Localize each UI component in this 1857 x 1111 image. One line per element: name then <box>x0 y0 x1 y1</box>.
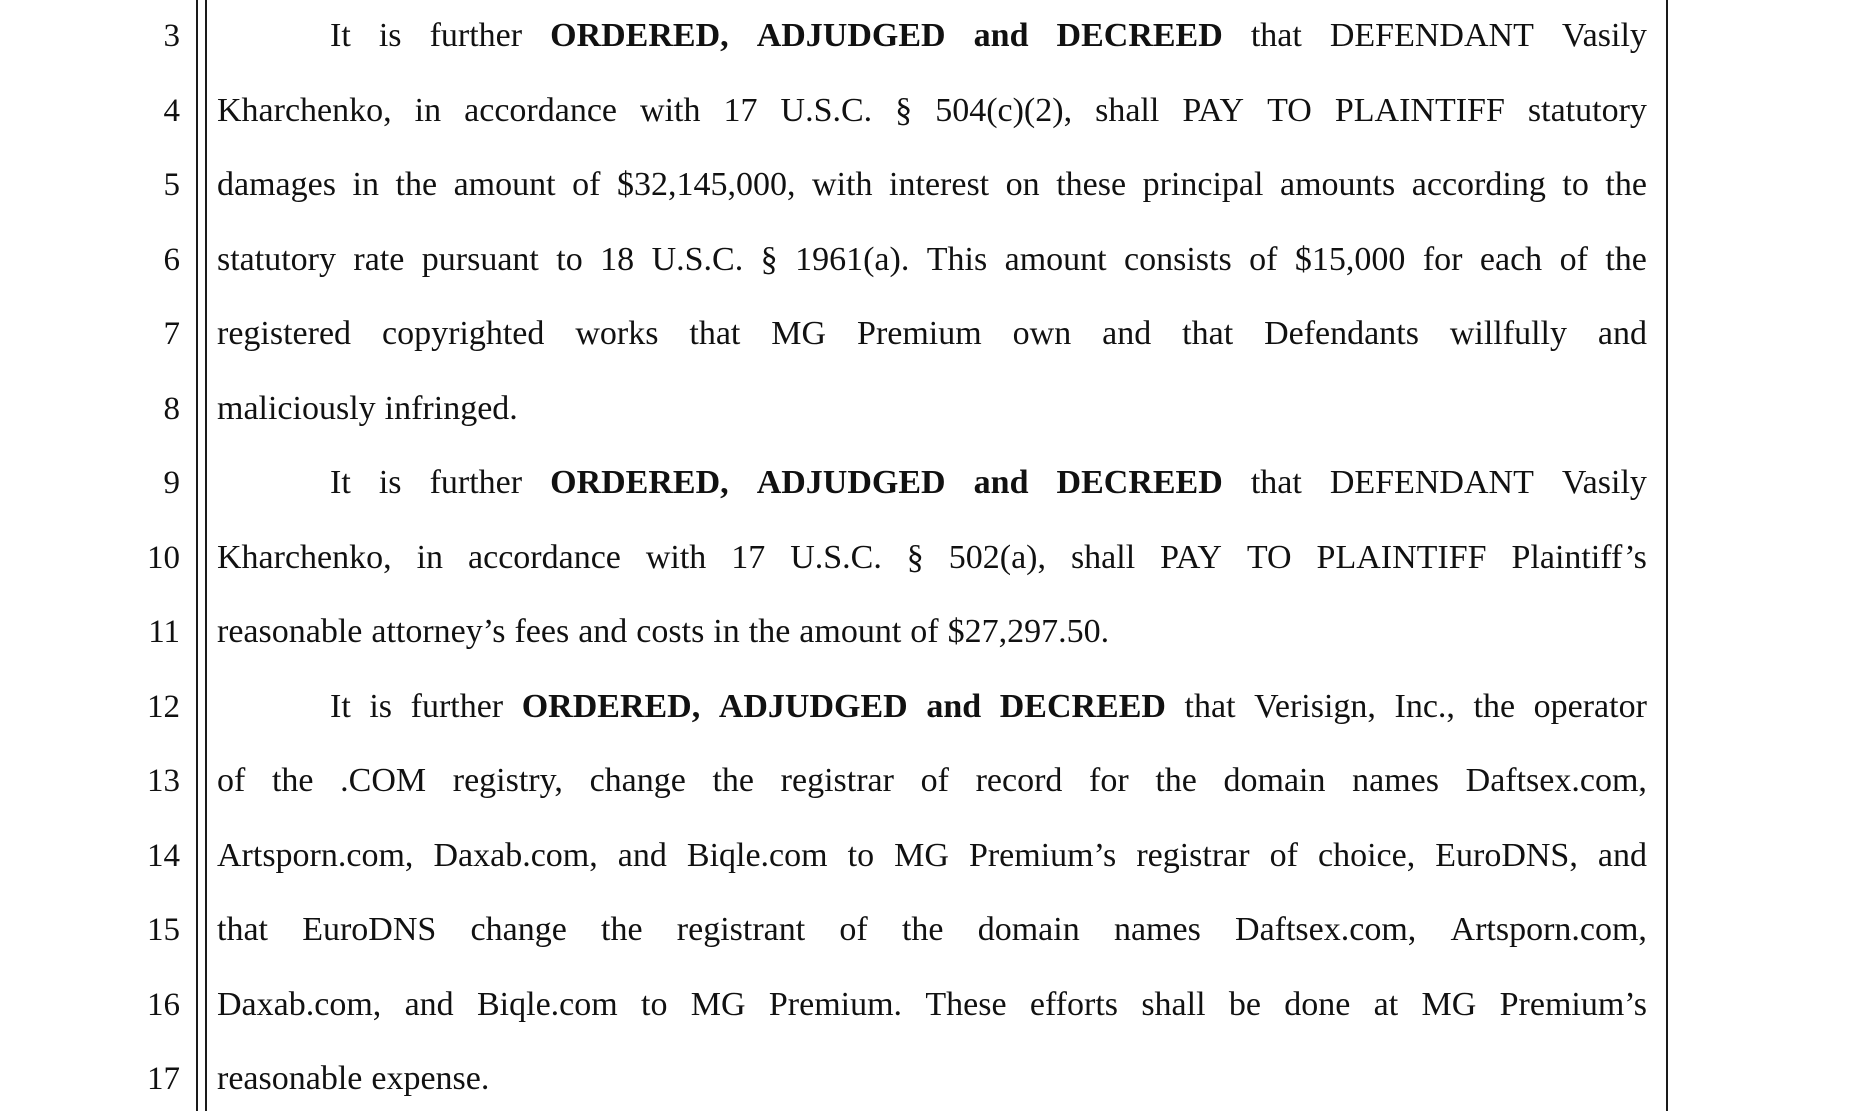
word: the <box>1605 166 1647 203</box>
word: Verisign, <box>1254 687 1376 725</box>
word: further <box>410 687 504 725</box>
bold-word: and <box>973 464 1029 501</box>
word: efforts <box>1029 985 1118 1023</box>
word: amount <box>453 166 556 203</box>
word: It <box>330 464 351 501</box>
word: with <box>812 166 873 203</box>
word: U.S.C. <box>780 91 873 129</box>
word: is <box>369 687 393 725</box>
word: names <box>1352 762 1439 799</box>
text-line <box>217 834 1647 878</box>
word: Daxab.com, <box>217 985 382 1023</box>
word: U.S.C. <box>651 240 744 278</box>
word: PLAINTIFF <box>1316 538 1487 576</box>
bold-word: and <box>926 687 982 725</box>
word: registrar <box>1136 836 1250 874</box>
word: own <box>1012 315 1072 352</box>
word: at <box>1373 985 1399 1023</box>
word: and <box>1597 836 1647 874</box>
word: of <box>1559 240 1588 278</box>
word: to <box>847 836 875 874</box>
word: TO <box>1267 91 1312 129</box>
word: Premium <box>857 315 982 352</box>
line-number: 16 <box>147 986 180 1023</box>
word: Premium’s <box>968 836 1117 874</box>
word: further <box>429 464 523 501</box>
word: infringed. <box>384 389 518 427</box>
word: to <box>1562 166 1589 203</box>
bold-word: ADJUDGED <box>718 687 908 725</box>
text-line <box>217 238 1647 282</box>
bold-word: ADJUDGED <box>756 464 946 501</box>
word: Artsporn.com, <box>217 836 414 874</box>
word: 1961(a). <box>795 240 910 278</box>
word: the <box>901 911 944 948</box>
word: with <box>645 538 707 576</box>
word: $15,000 <box>1294 240 1406 278</box>
word: .COM <box>340 762 427 799</box>
word: that <box>217 911 268 948</box>
word: reasonable <box>217 613 363 650</box>
word: change <box>589 762 686 799</box>
word: the <box>748 613 791 650</box>
word: of <box>839 911 868 948</box>
word: It <box>330 17 351 54</box>
word: Premium. <box>768 985 903 1023</box>
word: that <box>689 315 741 352</box>
line-number: 14 <box>147 837 180 874</box>
word: fees <box>514 613 570 650</box>
word: the <box>712 762 755 799</box>
word: registered <box>217 315 352 352</box>
text-line <box>330 461 1647 505</box>
text-line <box>217 536 1647 580</box>
word: DEFENDANT <box>1329 464 1534 501</box>
word: These <box>925 985 1007 1023</box>
word: pursuant <box>421 240 539 278</box>
line-number: 4 <box>163 92 180 129</box>
word: according <box>1411 166 1546 203</box>
line-number: 6 <box>163 241 180 278</box>
word: PAY <box>1182 91 1245 129</box>
word: accordance <box>468 538 621 576</box>
word: of <box>1269 836 1298 874</box>
word: PAY <box>1160 538 1222 576</box>
word: the <box>271 762 314 799</box>
word: Kharchenko, <box>217 91 392 129</box>
line-number: 8 <box>163 390 180 427</box>
word: statutory <box>217 240 336 278</box>
word: 18 <box>600 240 635 278</box>
word: shall <box>1141 985 1206 1023</box>
word: $27,297.50. <box>947 613 1110 650</box>
word: accordance <box>464 91 618 129</box>
word: U.S.C. <box>790 538 882 576</box>
word: Biqle.com <box>477 985 618 1023</box>
word: of <box>572 166 601 203</box>
word: EuroDNS, <box>1435 836 1578 874</box>
word: amount <box>1004 240 1107 278</box>
word: $32,145,000, <box>617 166 796 203</box>
word: Vasily <box>1561 464 1647 501</box>
word: Kharchenko, <box>217 538 392 576</box>
word: It <box>330 687 351 725</box>
bold-word: DECREED <box>1056 464 1223 501</box>
line-number: 10 <box>147 539 180 576</box>
word: § <box>906 538 924 576</box>
word: and <box>1597 315 1647 352</box>
text-line <box>330 14 1647 58</box>
word: with <box>640 91 701 129</box>
word: done <box>1284 985 1351 1023</box>
line-number: 15 <box>147 912 180 948</box>
word: Inc., <box>1394 687 1455 725</box>
word: Biqle.com <box>686 836 828 874</box>
bold-word: ORDERED, <box>521 687 701 725</box>
word: domain <box>1223 762 1326 799</box>
word: the <box>601 911 643 948</box>
bold-word: ADJUDGED <box>756 17 946 54</box>
word: reasonable <box>217 1060 363 1097</box>
word: choice, <box>1317 836 1416 874</box>
text-line <box>330 685 1647 729</box>
word: the <box>395 166 438 203</box>
word: these <box>1056 166 1127 203</box>
word: This <box>926 240 988 278</box>
text-line <box>217 610 1647 654</box>
word: TO <box>1246 538 1292 576</box>
line-number: 11 <box>148 614 180 650</box>
word: statutory <box>1527 91 1647 129</box>
word: for <box>1422 240 1463 278</box>
word: change <box>470 911 567 948</box>
word: rate <box>353 240 405 278</box>
bold-word: ORDERED, <box>550 17 729 54</box>
word: § <box>760 240 778 278</box>
word: registry, <box>452 762 563 799</box>
word: Artsporn.com, <box>1450 911 1647 948</box>
word: MG <box>1421 985 1477 1023</box>
word: MG <box>894 836 949 874</box>
word: EuroDNS <box>302 911 437 948</box>
left-margin-rule-outer <box>196 0 198 1111</box>
word: 17 <box>723 91 758 129</box>
text-line <box>217 908 1647 952</box>
word: in <box>352 166 379 203</box>
right-margin-rule <box>1666 0 1668 1111</box>
word: 17 <box>731 538 766 576</box>
word: registrar <box>780 762 894 799</box>
word: the <box>1605 240 1647 278</box>
word: and <box>578 613 628 650</box>
text-line <box>217 1057 1647 1101</box>
word: damages <box>217 166 336 203</box>
bold-word: DECREED <box>999 687 1166 725</box>
word: § <box>895 91 913 129</box>
word: works <box>575 315 659 352</box>
word: maliciously <box>217 389 376 427</box>
word: expense. <box>371 1060 490 1097</box>
word: to <box>556 240 583 278</box>
word: 502(a), <box>948 538 1046 576</box>
word: each <box>1479 240 1543 278</box>
word: copyrighted <box>381 315 545 352</box>
word: Vasily <box>1561 17 1647 54</box>
word: PLAINTIFF <box>1334 91 1505 129</box>
line-number: 3 <box>163 18 180 54</box>
word: 504(c)(2), <box>935 91 1073 129</box>
line-number: 5 <box>163 167 180 203</box>
word: that <box>1250 464 1302 501</box>
word: for <box>1089 762 1129 799</box>
word: Daxab.com, <box>433 836 598 874</box>
text-line <box>217 983 1647 1027</box>
word: and <box>404 985 454 1023</box>
word: in <box>713 613 740 650</box>
word: the <box>1473 687 1516 725</box>
word: is <box>378 464 402 501</box>
bold-word: ORDERED, <box>550 464 729 501</box>
text-line <box>217 387 1647 431</box>
word: MG <box>771 315 827 352</box>
word: consists <box>1124 240 1232 278</box>
word: of <box>1249 240 1278 278</box>
bold-word: and <box>973 17 1029 54</box>
word: of <box>910 613 939 650</box>
word: on <box>1005 166 1040 203</box>
word: that <box>1182 315 1234 352</box>
text-line <box>217 759 1647 803</box>
word: be <box>1228 985 1261 1023</box>
word: shall <box>1095 91 1160 129</box>
line-number: 12 <box>147 688 180 725</box>
word: DEFENDANT <box>1329 17 1534 54</box>
word: amount <box>799 613 902 650</box>
line-number: 17 <box>147 1061 180 1097</box>
word: registrant <box>676 911 806 948</box>
word: costs <box>636 613 705 650</box>
word: names <box>1113 911 1201 948</box>
text-line <box>217 312 1647 356</box>
word: operator <box>1533 687 1647 725</box>
word: principal <box>1142 166 1264 203</box>
word: interest <box>889 166 990 203</box>
word: Plaintiff’s <box>1511 538 1647 576</box>
word: willfully <box>1449 315 1567 352</box>
word: in <box>416 538 444 576</box>
word: in <box>414 91 442 129</box>
bold-word: DECREED <box>1056 17 1223 54</box>
word: shall <box>1070 538 1136 576</box>
word: Premium’s <box>1499 985 1647 1023</box>
word: MG <box>690 985 746 1023</box>
line-number: 7 <box>163 316 180 352</box>
word: of <box>920 762 949 799</box>
word: Daftsex.com, <box>1465 762 1647 799</box>
text-line <box>217 163 1647 207</box>
left-margin-rule-inner <box>205 0 207 1111</box>
line-number: 9 <box>163 465 180 501</box>
word: amounts <box>1280 166 1396 203</box>
line-number: 13 <box>147 763 180 799</box>
word: Defendants <box>1264 315 1419 352</box>
word: and <box>617 836 667 874</box>
word: that <box>1250 17 1302 54</box>
word: to <box>641 985 668 1023</box>
word: further <box>429 17 523 54</box>
word: attorney’s <box>371 613 506 650</box>
word: and <box>1102 315 1152 352</box>
text-line <box>217 89 1647 133</box>
word: domain <box>977 911 1080 948</box>
word: the <box>1155 762 1197 799</box>
word: that <box>1184 687 1236 725</box>
word: record <box>975 762 1063 799</box>
word: Daftsex.com, <box>1235 911 1417 948</box>
word: is <box>378 17 402 54</box>
word: of <box>217 762 246 799</box>
